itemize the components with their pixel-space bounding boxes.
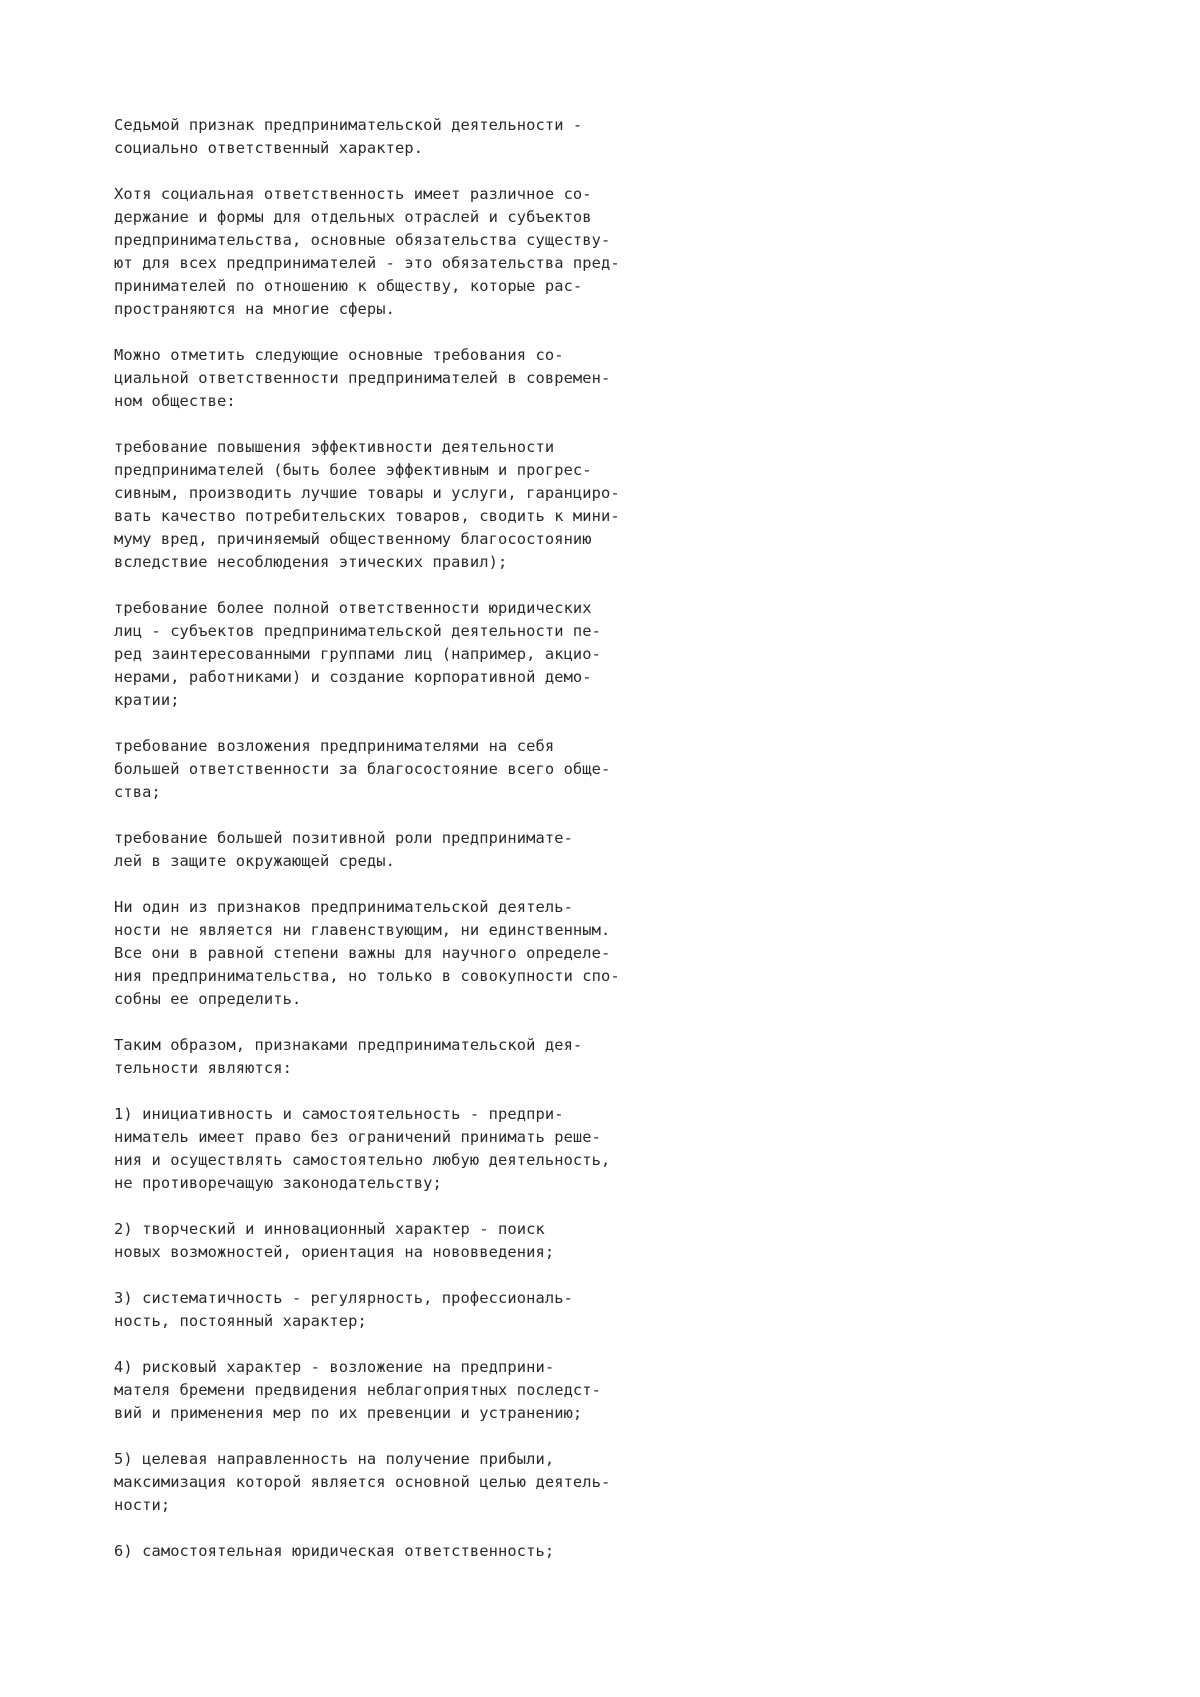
text-line: кратии;: [114, 691, 180, 709]
text-line: 4) рисковый характер - возложение на предприни-: [114, 1358, 555, 1376]
text-line: новых возможностей, ориентация на нововведения;: [114, 1243, 555, 1261]
text-line: тельности являются:: [114, 1059, 292, 1077]
text-line: требование более полной ответственности юридических: [114, 599, 592, 617]
text-line: вследствие несоблюдения этических правил);: [114, 553, 508, 571]
text-line: предпринимателей (быть более эффективным и прогрес-: [114, 461, 592, 479]
paragraph-requirements-intro: [114, 344, 794, 413]
paragraph-no-single-feature: [114, 896, 794, 1011]
text-line: 2) творческий и инновационный характер - поиск: [114, 1220, 545, 1238]
text-line: Ни один из признаков предпринимательской деятель-: [114, 898, 573, 916]
text-line: ном обществе:: [114, 392, 236, 410]
text-line: максимизация которой является основной целью деятель-: [114, 1473, 611, 1491]
text-line: 5) целевая направленность на получение прибыли,: [114, 1450, 555, 1468]
text-line: 1) инициативность и самостоятельность - предпри-: [114, 1105, 564, 1123]
list-item-profit: [114, 1448, 794, 1517]
text-line: ства;: [114, 783, 161, 801]
text-line: циальной ответственности предпринимателей в современ-: [114, 369, 611, 387]
text-line: нерами, работниками) и создание корпоративной демо-: [114, 668, 592, 686]
text-line: ют для всех предпринимателей - это обязательства пред-: [114, 254, 620, 272]
text-line: вий и применения мер по их превенции и устранению;: [114, 1404, 583, 1422]
text-line: ред заинтересованными группами лиц (например, акцио-: [114, 645, 602, 663]
text-line: ния и осуществлять самостоятельно любую деятельность,: [114, 1151, 611, 1169]
text-line: пространяются на многие сферы.: [114, 300, 395, 318]
text-line: держание и формы для отдельных отраслей и субъектов: [114, 208, 592, 226]
text-line: ниматель имеет право без ограничений принимать реше-: [114, 1128, 602, 1146]
list-item-systematic: [114, 1287, 794, 1333]
text-line: социально ответственный характер.: [114, 139, 424, 157]
text-line: лей в защите окружающей среды.: [114, 852, 395, 870]
text-line: ния предпринимательства, но только в совокупности спо-: [114, 967, 620, 985]
list-item-initiative: [114, 1103, 794, 1195]
paragraph-requirement-legal-entities: [114, 597, 794, 712]
paragraph-features-intro: [114, 1034, 794, 1080]
text-line: 3) систематичность - регулярность, профессиональ-: [114, 1289, 573, 1307]
text-line: муму вред, причиняемый общественному благосостоянию: [114, 530, 592, 548]
text-line: ность, постоянный характер;: [114, 1312, 367, 1330]
list-item-legal-responsibility: [114, 1540, 794, 1563]
paragraph-social-responsibility: [114, 183, 794, 321]
text-line: требование повышения эффективности деятельности: [114, 438, 555, 456]
text-line: вать качество потребительских товаров, сводить к мини-: [114, 507, 620, 525]
text-line: Можно отметить следующие основные требования со-: [114, 346, 564, 364]
text-line: ности не является ни главенствующим, ни единственным.: [114, 921, 611, 939]
text-line: не противоречащую законодательству;: [114, 1174, 442, 1192]
text-line: мателя бремени предвидения неблагоприятных последст-: [114, 1381, 602, 1399]
paragraph-requirement-welfare: [114, 735, 794, 804]
text-line: Седьмой признак предпринимательской деятельности -: [114, 116, 583, 134]
text-line: собны ее определить.: [114, 990, 302, 1008]
text-line: ности;: [114, 1496, 171, 1514]
text-line: лиц - субъектов предпринимательской деятельности пе-: [114, 622, 602, 640]
text-line: Все они в равной степени важны для научного определе-: [114, 944, 611, 962]
text-line: большей ответственности за благосостояние всего обще-: [114, 760, 611, 778]
text-line: сивным, производить лучшие товары и услуги, гаранциро-: [114, 484, 620, 502]
text-line: Хотя социальная ответственность имеет различное со-: [114, 185, 592, 203]
text-line: требование большей позитивной роли предпринимате-: [114, 829, 573, 847]
paragraph-requirement-environment: [114, 827, 794, 873]
paragraph-requirement-efficiency: [114, 436, 794, 574]
text-line: требование возложения предпринимателями на себя: [114, 737, 555, 755]
paragraph-seventh-feature: [114, 114, 794, 160]
text-line: предпринимательства, основные обязательства существу-: [114, 231, 611, 249]
text-line: Таким образом, признаками предпринимательской дея-: [114, 1036, 583, 1054]
text-line: 6) самостоятельная юридическая ответственность;: [114, 1542, 555, 1560]
text-line: принимателей по отношению к обществу, которые рас-: [114, 277, 583, 295]
list-item-innovation: [114, 1218, 794, 1264]
document-body: [114, 114, 794, 1586]
list-item-risk: [114, 1356, 794, 1425]
